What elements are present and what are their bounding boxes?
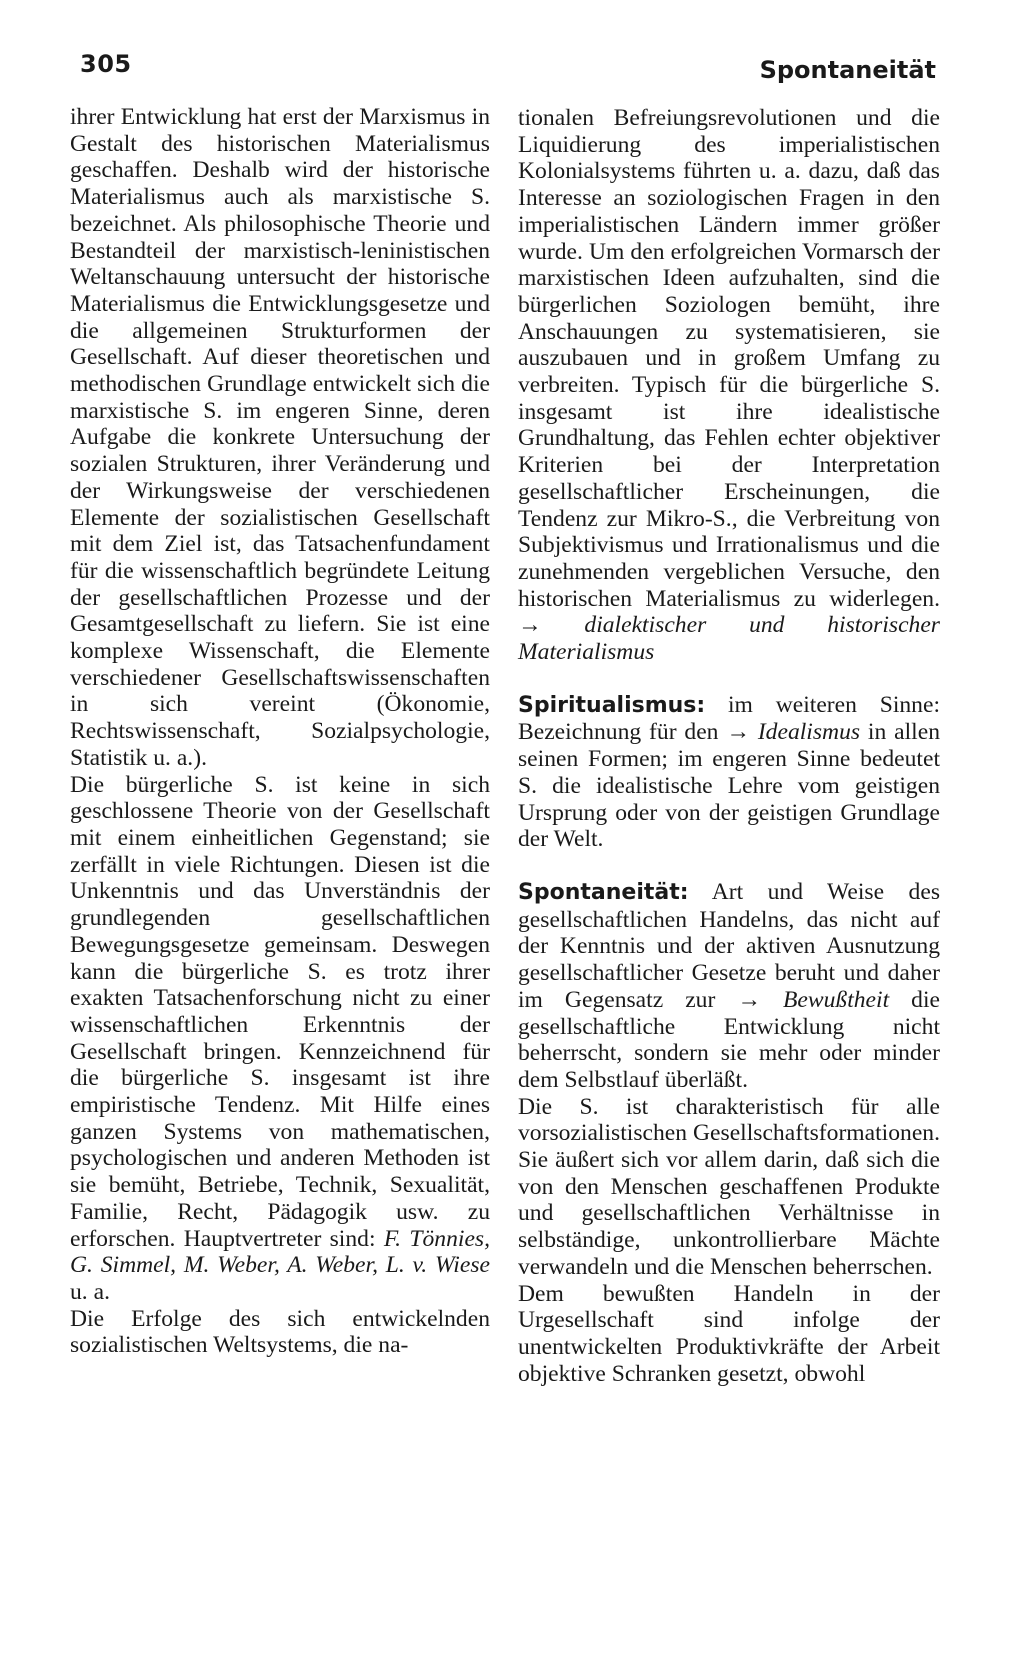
left-paragraph-2-names: F. Tönnies, G. Simmel, M. Weber, A. Weber, L. v. Wiese xyxy=(70,1225,491,1279)
entry-spiritualismus xyxy=(518,692,940,853)
spontaneitaet-paragraph-3: Dem bewußten Handeln in der Urgesellschaft sind infolge der unentwickelten Produktivkräfte der Arbeit objektive Schranken gesetzt, obwohl xyxy=(518,1280,940,1387)
left-paragraph-3: Die Erfolge des sich entwickelnden sozialistischen Weltsystems, die na- xyxy=(70,1305,490,1359)
spontaneitaet-paragraph-2: Die S. ist charakteristisch für alle vorsozialistischen Gesellschaftsformationen. Sie äußert sich vor allem darin, daß sich die von den Menschen geschaffenen Produkte und gesellschaftlichen Verhältnisse in selbständige, unkontrollierbare Mächte verwandeln und die Menschen beherrschen. xyxy=(518,1093,940,1280)
spontaneitaet-text-a: Art und Weise des gesellschaftlichen Handelns, das nicht auf der Kenntnis und der aktiven Ausnutzung gesellschaftlicher Gesetze beruht und daher im Gegensatz zur xyxy=(518,878,940,1013)
entry-gap xyxy=(518,666,940,692)
cross-reference-bewusstheit[interactable]: → Bewußtheit xyxy=(737,986,890,1013)
headword-spiritualismus: Spiritualismus: xyxy=(518,692,706,718)
right-paragraph-1 xyxy=(518,105,940,666)
left-paragraph-2-end: u. a. xyxy=(70,1278,110,1305)
left-paragraph-2 xyxy=(70,772,490,1306)
cross-reference-materialismus[interactable]: → dialektischer und historischer Materialismus xyxy=(518,612,940,666)
headword-spontaneitaet: Spontaneität: xyxy=(518,879,689,905)
left-column xyxy=(70,104,490,1359)
spiritualismus-text-a: im weiteren Sinne: Bezeichnung für den xyxy=(518,691,940,746)
spontaneitaet-text-b: die gesellschaftliche Entwicklung nicht beherrscht, sondern sie mehr oder minder dem Selbstlauf überläßt. xyxy=(518,986,940,1093)
right-column xyxy=(518,105,940,1387)
left-paragraph-1: ihrer Entwicklung hat erst der Marxismus in Gestalt des historischen Materialismus geschaffen. Deshalb wird der historische Materialismus auch als marxistische S. bezeichnet. Als philosophische Theorie und Bestandteil der marxistisch-leninistischen Weltanschauung untersucht der historische Materialismus die Entwicklungsgesetze und die allgemeinen Strukturformen der Gesellschaft. Auf dieser theoretischen und methodischen Grundlage entwickelt sich die marxistische S. im engeren Sinne, deren Aufgabe die konkrete Untersuchung der sozialen Strukturen, ihrer Veränderung und der Wirkungsweise der verschiedenen Elemente der sozialistischen Gesellschaft mit dem Ziel ist, das Tatsachenfundament für die wissenschaftlich begründete Leitung der gesellschaftlichen Prozesse und der Gesamtgesellschaft zu liefern. Sie ist eine komplexe Wissenschaft, die Elemente verschiedener Gesellschaftswissenschaften in sich vereint (Ökonomie, Rechtswissenschaft, Sozialpsychologie, Statistik u. a.). xyxy=(70,104,490,771)
cross-reference-idealismus[interactable]: → Idealismus xyxy=(726,719,861,746)
spiritualismus-text-b: in allen seinen Formen; im engeren Sinne bedeutet S. die idealistische Lehre vom geistigen Ursprung oder von der geistigen Grundlage der Welt. xyxy=(518,719,941,853)
entry-spontaneitaet xyxy=(518,879,940,1094)
entry-gap xyxy=(518,853,940,879)
page-number: 305 xyxy=(80,50,132,78)
right-paragraph-1-text: tionalen Befreiungsrevolutionen und die Liquidierung des imperialistischen Kolonialsystems führten u. a. dazu, daß das Interesse an soziologischen Fragen in den imperialistischen Ländern immer größer wurde. Um den erfolgreichen Vormarsch der marxistischen Ideen aufzuhalten, sind die bürgerlichen Soziologen bemüht, ihre Anschauungen zu systematisieren, sie auszubauen und in großem Umfang zu verbreiten. Typisch für die bürgerliche S. insgesamt ist ihre idealistische Grundhaltung, das Fehlen echter objektiver Kriterien bei der Interpretation gesellschaftlicher Erscheinungen, die Tendenz zur Mikro-S., die Verbreitung von Subjektivismus und Irrationalismus und die zunehmenden vergeblichen Versuche, den historischen Materialismus zu widerlegen. xyxy=(518,105,940,612)
left-paragraph-2-text: Die bürgerliche S. ist keine in sich geschlossene Theorie von der Gesellschaft mit einem einheitlichen Gegenstand; sie zerfällt in viele Richtungen. Diesen ist die Unkenntnis und das Unverständnis der grundlegenden gesellschaftlichen Bewegungsgesetze gemeinsam. Deswegen kann die bürgerliche S. es trotz ihrer exakten Tatsachenforschung nicht zu einer wissenschaftlichen Erkenntnis der Gesellschaft bringen. Kennzeichnend für die bürgerliche S. insgesamt ist ihre empiristische Tendenz. Mit Hilfe eines ganzen Systems von mathematischen, psychologischen und anderen Methoden ist sie bemüht, Betriebe, Technik, Sexualität, Familie, Recht, Pädagogik usw. zu erforschen. Hauptvertreter sind: xyxy=(70,771,490,1252)
running-head: Spontaneität xyxy=(759,56,936,84)
